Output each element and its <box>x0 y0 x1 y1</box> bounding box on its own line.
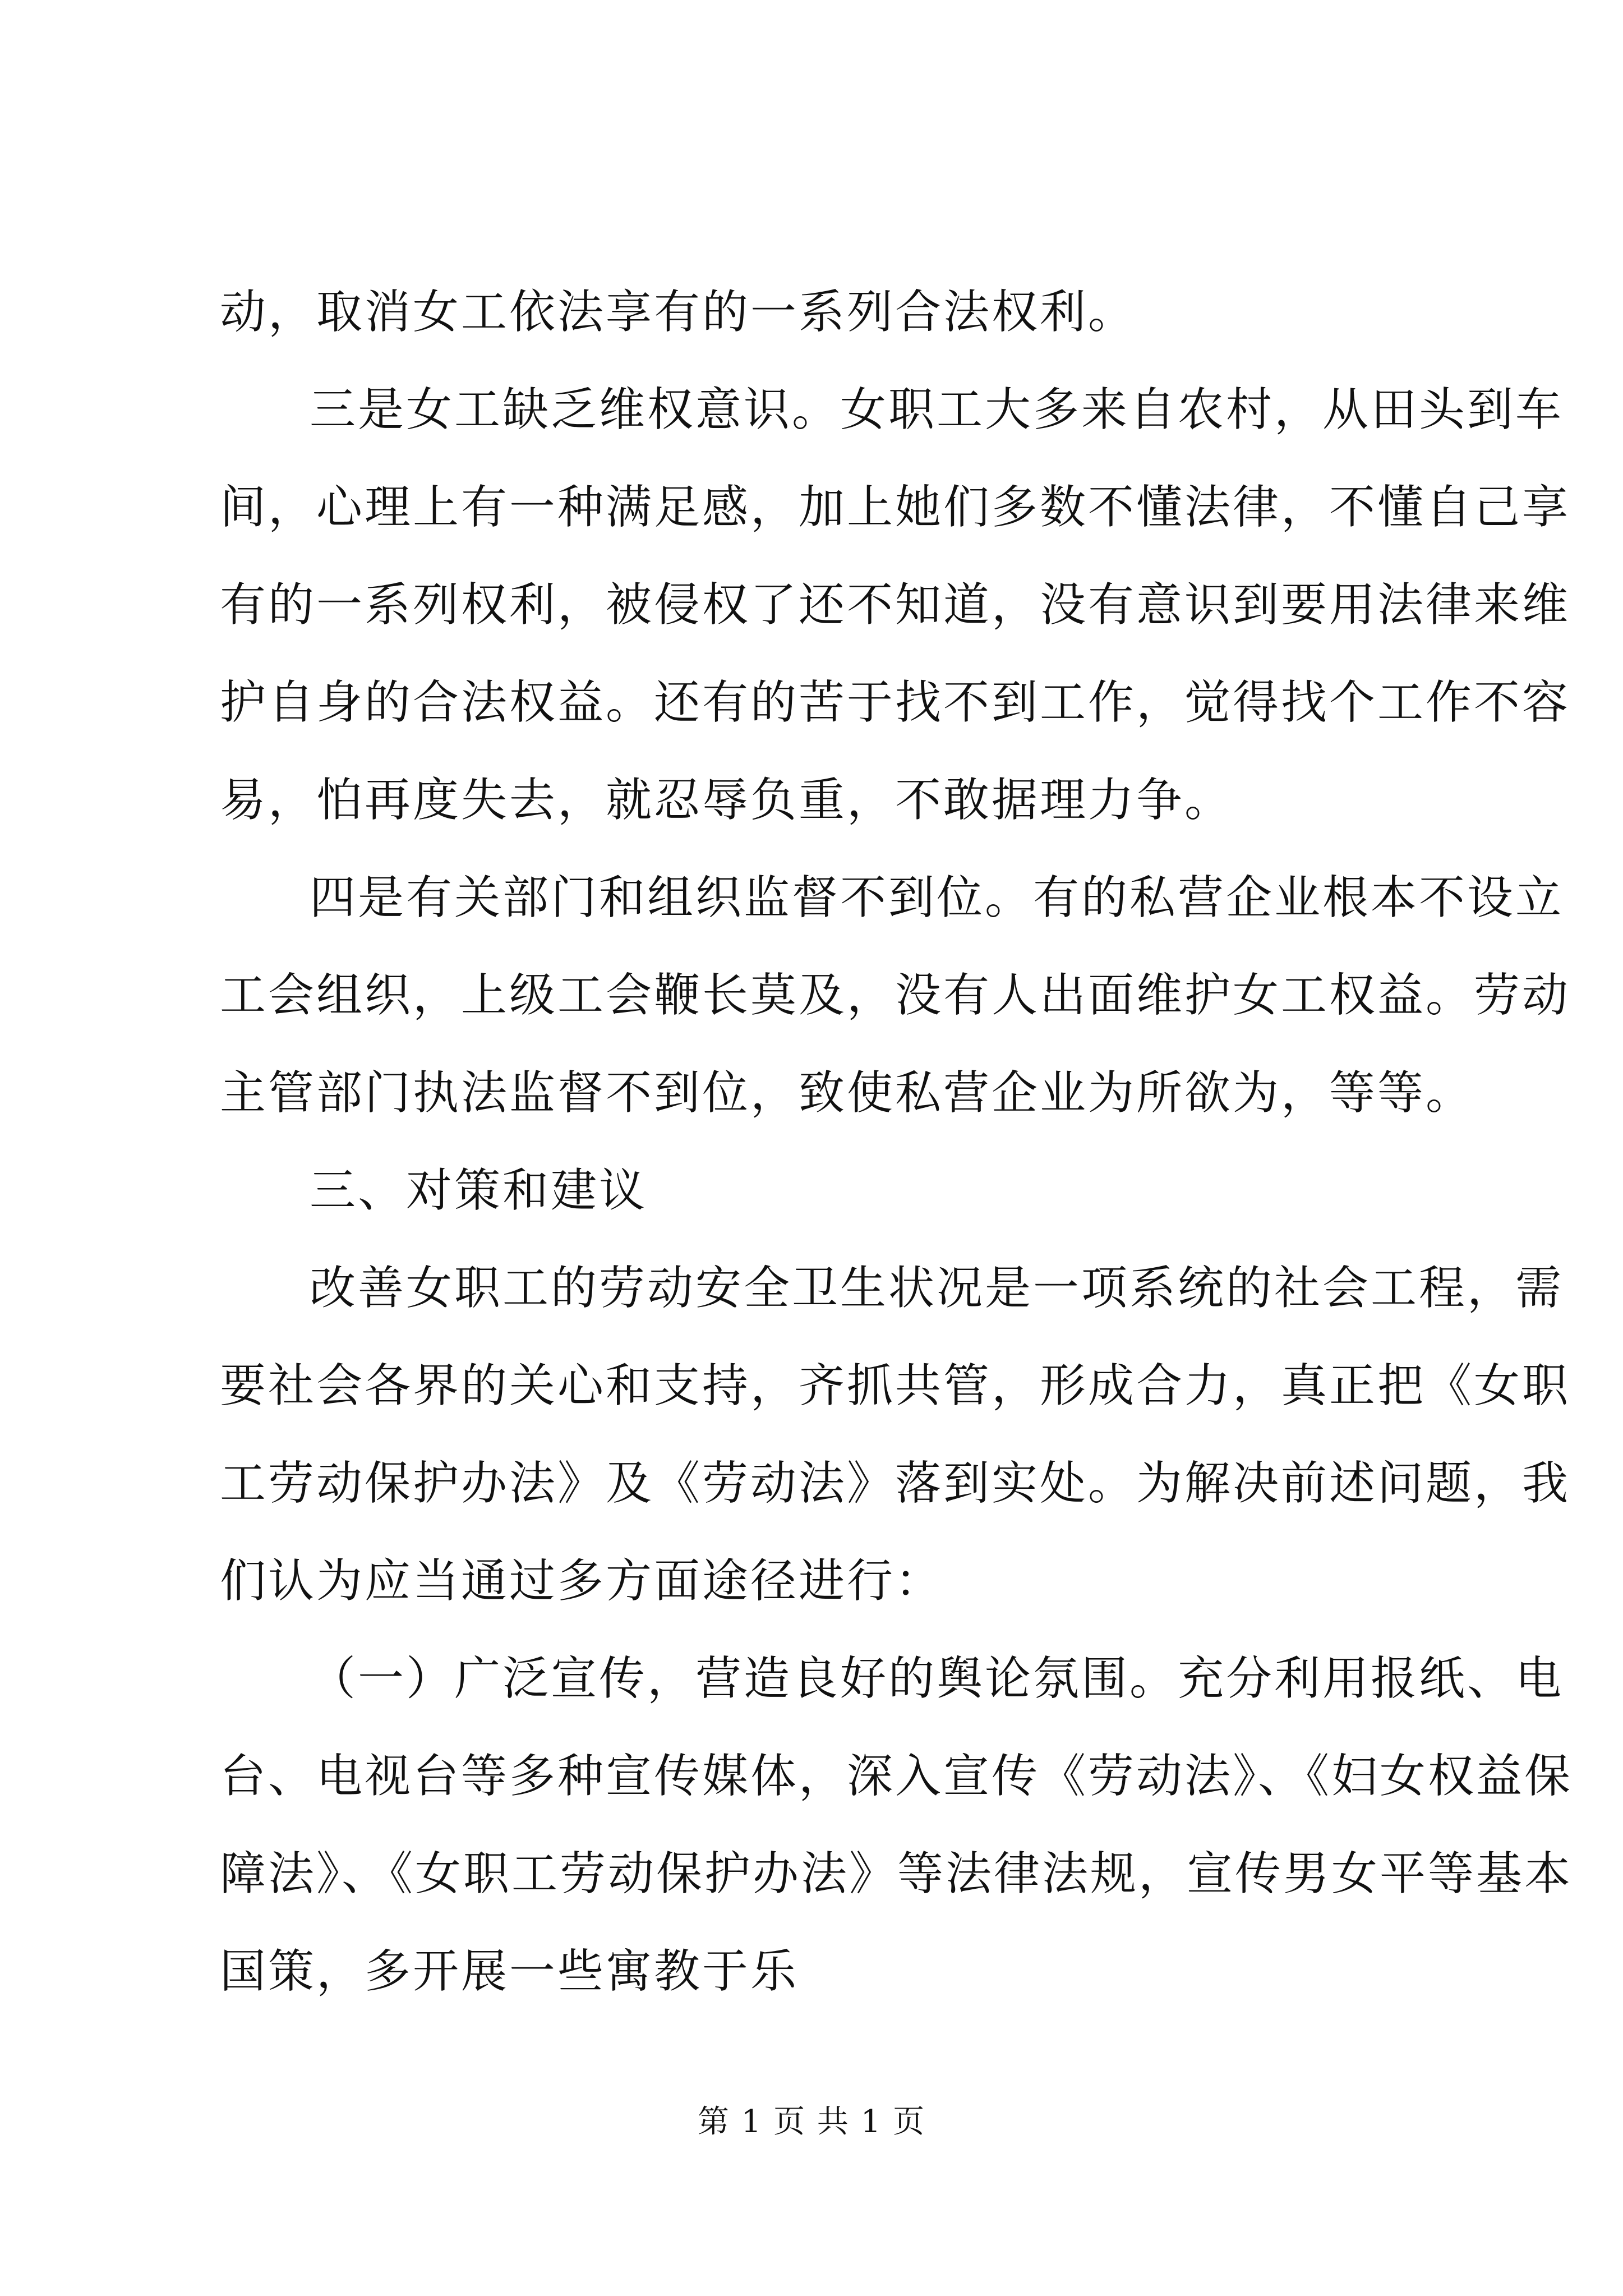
body-text <box>220 264 1573 2021</box>
text-line: 要社会各界的关心和支持，齐抓共管，形成合力，真正把《女职 <box>220 1359 1571 1412</box>
text-line: 护自身的合法权益。还有的苦于找不到工作，觉得找个工作不容 <box>220 676 1571 729</box>
text-line: 间，心理上有一种满足感，加上她们多数不懂法律，不懂自己享 <box>220 481 1571 534</box>
text-line: 台、电视台等多种宣传媒体，深入宣传《劳动法》、《妇女权益保 <box>220 1750 1573 1803</box>
text-line: 易，怕再度失去，就忍辱负重，不敢据理力争。 <box>220 774 1233 827</box>
text-line: （一）广泛宣传，营造良好的舆论氛围。充分利用报纸、电 <box>310 1652 1564 1705</box>
page-footer: 第 1 页 共 1 页 <box>697 2104 926 2140</box>
text-line: 主管部门执法监督不到位，致使私营企业为所欲为，等等。 <box>220 1066 1474 1120</box>
text-line: 四是有关部门和组织监督不到位。有的私营企业根本不设立 <box>310 871 1564 924</box>
text-line: 们认为应当通过多方面途径进行： <box>220 1554 944 1608</box>
text-line: 工劳动保护办法》及《劳动法》落到实处。为解决前述问题，我 <box>220 1457 1571 1510</box>
text-line: 动，取消女工依法享有的一系列合法权利。 <box>220 286 1137 339</box>
text-line: 障法》、《女职工劳动保护办法》等法律法规，宣传男女平等基本 <box>220 1847 1573 1901</box>
text-line: 有的一系列权利，被侵权了还不知道，没有意识到要用法律来维 <box>220 578 1571 632</box>
text-line: 改善女职工的劳动安全卫生状况是一项系统的社会工程，需 <box>310 1262 1564 1315</box>
text-line: 三是女工缺乏维权意识。女职工大多来自农村，从田头到车 <box>310 383 1564 436</box>
text-line: 国策，多开展一些寓教于乐 <box>220 1945 799 1998</box>
section-heading: 三、对策和建议 <box>310 1164 648 1217</box>
text-line: 工会组织，上级工会鞭长莫及，没有人出面维护女工权益。劳动 <box>220 969 1571 1022</box>
